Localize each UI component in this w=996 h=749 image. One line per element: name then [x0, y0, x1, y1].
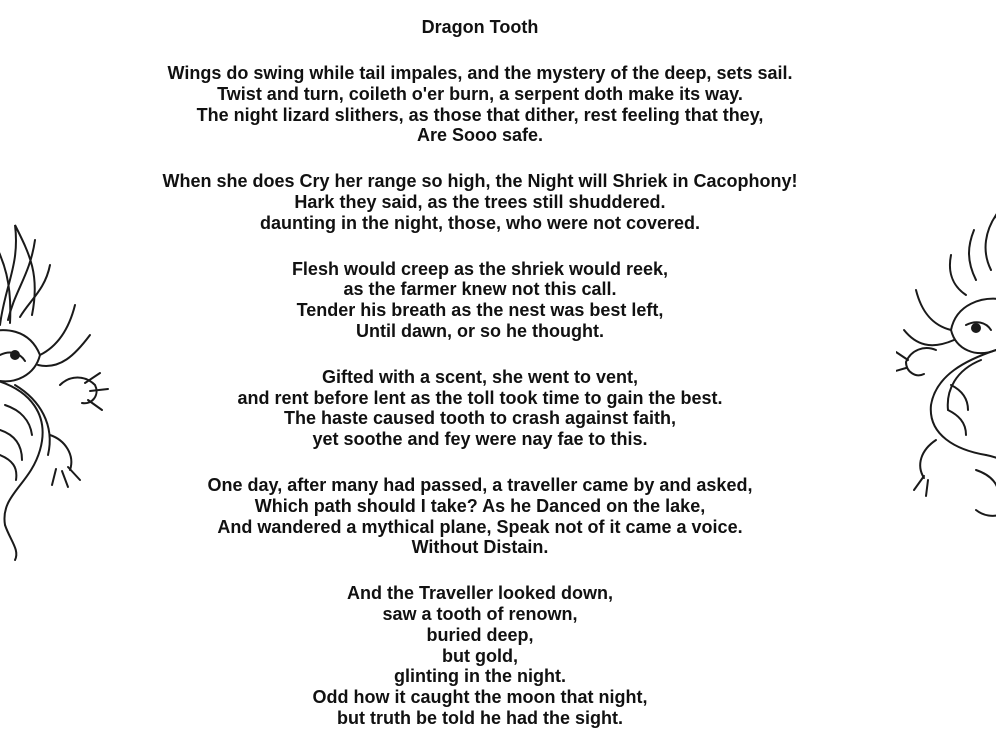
poem-line: Without Distain. — [411, 537, 549, 558]
poem-line: And wandered a mythical plane, Speak not of it came a voice. — [217, 516, 743, 537]
poem-line: Wings do swing while tail impales, and the mystery of the deep, sets sail. — [167, 63, 793, 83]
poem-line: Tender his breath as the nest was best left, — [296, 300, 664, 321]
poem-line: and rent before lent as the toll took time to gain the best. — [237, 387, 723, 408]
left-dragon-illustration — [0, 205, 120, 565]
poem-line: Odd how it caught the moon that night, — [312, 687, 648, 708]
poem-title: Dragon Tooth — [421, 17, 539, 37]
poem-line: but gold, — [442, 645, 518, 666]
poem-line: When she does Cry her range so high, the Night will Shriek in Cacophony! — [162, 171, 798, 192]
poem-line: Are Sooo safe. — [416, 125, 544, 146]
poem-line: Gifted with a scent, she went to vent, — [321, 366, 639, 387]
poem-line: Hark they said, as the trees still shuddered. — [294, 191, 666, 212]
right-dragon-illustration — [896, 210, 996, 540]
stanza-3 — [140, 259, 820, 342]
poem-line: Twist and turn, coileth o'er burn, a serpent doth make its way. — [217, 83, 743, 104]
poem-line: yet soothe and fey were nay fae to this. — [312, 429, 648, 450]
stanza-6 — [140, 583, 820, 729]
poem-line: One day, after many had passed, a traveller came by and asked, — [207, 474, 753, 495]
poem-line: The night lizard slithers, as those that dither, rest feeling that they, — [196, 104, 764, 125]
poem-line: The haste caused tooth to crash against faith, — [283, 408, 677, 429]
poem-line: glinting in the night. — [394, 666, 566, 687]
poem-line: saw a tooth of renown, — [382, 603, 578, 624]
stanza-4 — [140, 367, 820, 450]
stanza-1 — [140, 63, 820, 146]
poem-line: Which path should I take? As he Danced on the lake, — [254, 495, 706, 516]
poem — [140, 16, 820, 729]
poem-line: daunting in the night, those, who were not covered. — [259, 212, 700, 233]
poem-line: And the Traveller looked down, — [346, 583, 614, 604]
poem-line: Until dawn, or so he thought. — [356, 320, 604, 341]
poem-line: but truth be told he had the sight. — [337, 707, 623, 728]
poem-line: buried deep, — [426, 624, 534, 645]
stanza-2 — [140, 171, 820, 233]
poem-line: as the farmer knew not this call. — [343, 279, 617, 300]
stanza-5 — [140, 475, 820, 558]
poem-line: Flesh would creep as the shriek would reek, — [291, 258, 669, 279]
